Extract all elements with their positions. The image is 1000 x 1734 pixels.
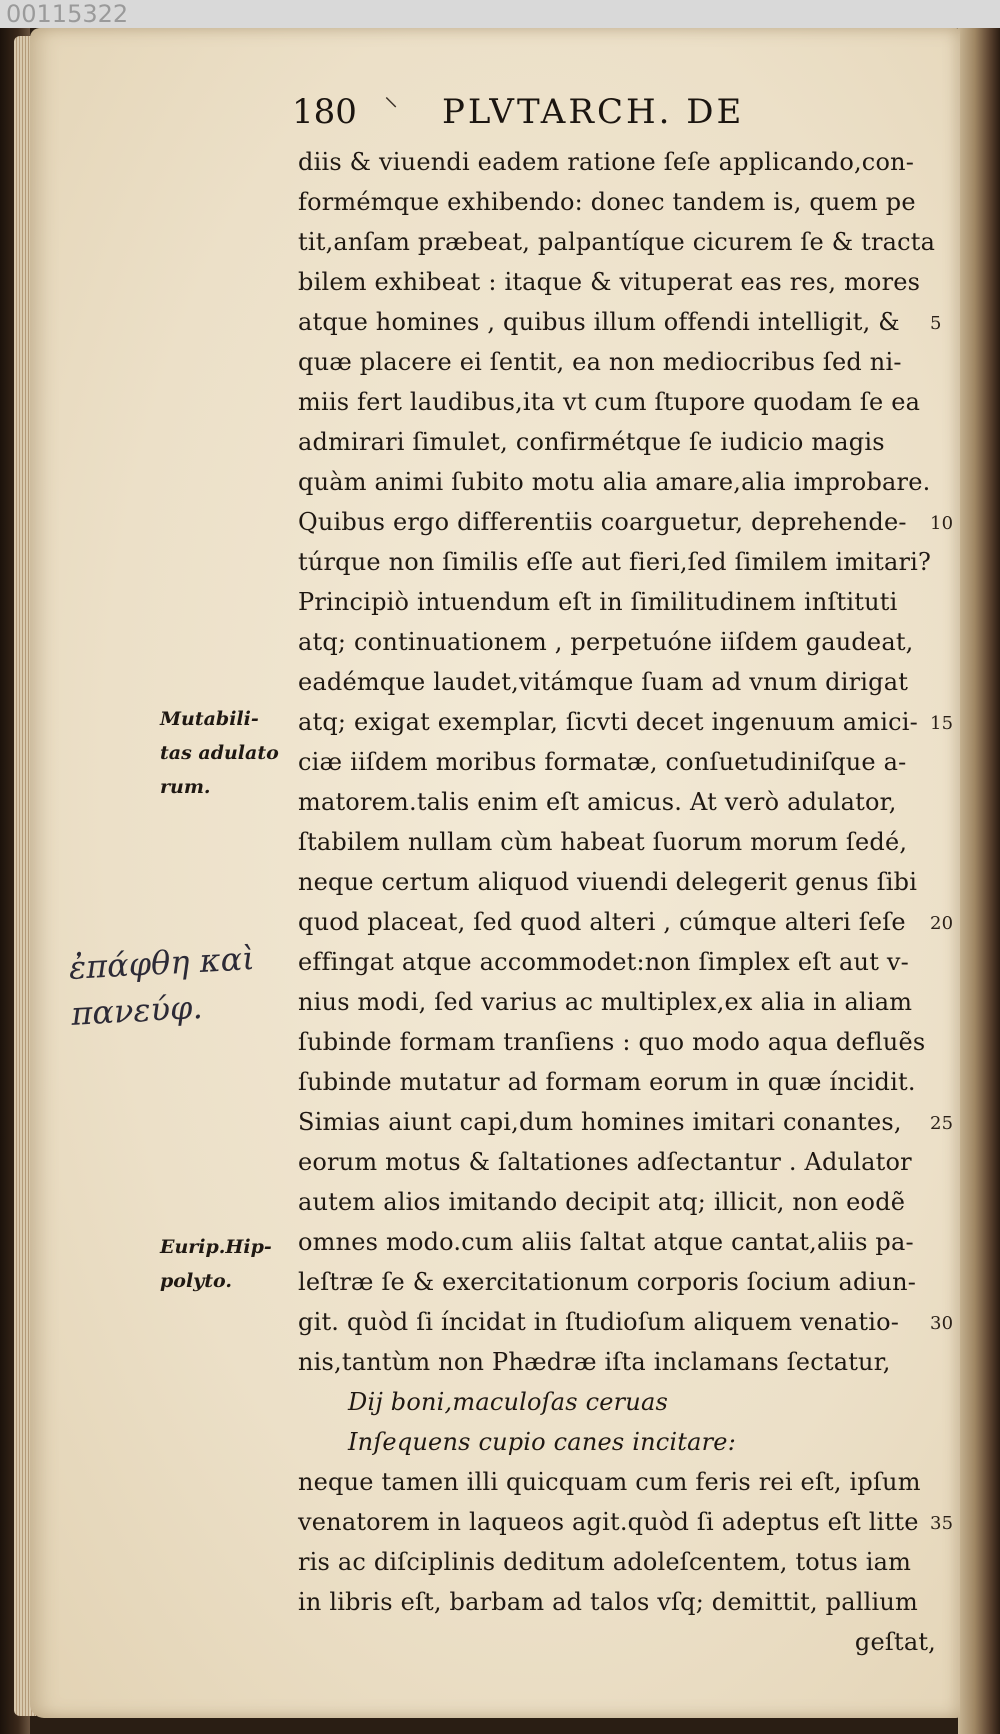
line-number: 10 [930,513,954,534]
marginal-note-euripides: Eurip.Hip- polyto. [160,1236,272,1292]
text-line: venatorem in laqueos agit.quòd ſi adeptus eſt litte 35 [298,1502,958,1542]
line-number: 15 [930,713,954,734]
text-line: atque homines , quibus illum offendi intelligit, & 5 [298,302,958,342]
text-line: ſubinde mutatur ad formam eorum in quæ íncidit. [298,1068,916,1096]
text-line: leſtræ ſe & exercitationum corporis ſocium adiun- [298,1268,917,1296]
scan-id-strip [0,0,1000,28]
line-number: 35 [930,1513,954,1534]
text-line: eorum motus & ſaltationes adſectantur . Adulator [298,1148,912,1176]
line-number: 20 [930,913,954,934]
verse-line: Dij boni,maculoſas ceruas [348,1388,668,1416]
page-header [292,92,792,138]
scan-label: 00115322 [6,0,129,28]
text-line: autem alios imitando decipit atq; illicit, non eodẽ [298,1188,906,1216]
text-block [298,142,958,1662]
text-line: atq; continuationem , perpetuóne iiſdem gaudeat, [298,628,914,656]
text-line: miis fert laudibus,ita vt cum ſtupore quodam ſe ea [298,388,921,416]
text-line: effingat atque accommodet:non ſimplex eſt aut v- [298,948,909,976]
text-line: admirari ſimulet, confirmétque ſe iudicio magis [298,428,885,456]
text-line: nis,tantùm non Phædræ iſta inclamans ſectatur, [298,1348,891,1376]
text-line: tit,anſam præbeat, palpantíque cicurem ſe & tracta [298,228,936,256]
text-line: túrque non ſimilis eſſe aut fieri,ſed ſimilem imitari? [298,548,932,576]
text-line: Simias aiunt capi,dum homines imitari conantes, 25 [298,1102,958,1142]
text-line: ſubinde formam tranſiens : quo modo aqua defluẽs [298,1028,926,1056]
text-line: eadémque laudet,vitámque ſuam ad vnum dirigat [298,668,909,696]
handwritten-annotation: ἐπάφθη καὶ πανεύφ. [67,939,256,1033]
line-number: 30 [930,1313,954,1334]
text-line: quæ placere ei ſentit, ea non mediocribus ſed ni- [298,348,902,376]
catchword-line: geſtat, [854,1628,936,1656]
text-line: quod placeat, ſed quod alteri , cúmque alteri ſeſe 20 [298,902,958,942]
folio-number: 180 [292,92,357,132]
text-line: quàm animi ſubito motu alia amare,alia improbare. [298,468,931,496]
text-line: nius modi, ſed varius ac multiplex,ex alia in aliam [298,988,913,1016]
text-line: Quibus ergo differentiis coarguetur, deprehende- 10 [298,502,958,542]
text-line: neque certum aliquod viuendi delegerit genus ſibi [298,868,918,896]
marginal-note-mutabilitas: Mutabili- tas adulato rum. [160,708,279,798]
text-line: omnes modo.cum aliis ſaltat atque cantat,aliis pa- [298,1228,914,1256]
running-title: PLVTARCH. DE [442,92,745,132]
text-line: ſtabilem nullam cùm habeat ſuorum morum ſedé, [298,828,908,856]
verse-line: Inſequens cupio canes incitare: [348,1428,736,1456]
binding-right [958,28,1000,1734]
text-line: formémque exhibendo: donec tandem is, quem pe [298,188,916,216]
text-line: atq; exigat exemplar, ſicvti decet ingenuum amici- 15 [298,702,958,742]
text-line: bilem exhibeat : itaque & vituperat eas res, mores [298,268,921,296]
text-line: matorem.talis enim eſt amicus. At verò adulator, [298,788,897,816]
text-line: git. quòd ſi íncidat in ſtudioſum aliquem venatio- 30 [298,1302,958,1342]
text-line: neque tamen illi quicquam cum feris rei eſt, ipſum [298,1468,921,1496]
line-number: 25 [930,1113,954,1134]
text-line: diis & viuendi eadem ratione ſeſe applicando,con- [298,148,915,176]
line-number: 5 [930,313,942,334]
text-line: ciæ iiſdem moribus formatæ, conſuetudiniſque a- [298,748,907,776]
text-line: in libris eſt, barbam ad talos vſq; demittit, pallium [298,1588,918,1616]
text-line: Principiò intuendum eſt in ſimilitudinem inſtituti [298,588,898,616]
text-line: ris ac diſciplinis deditum adoleſcentem, totus iam [298,1548,912,1576]
header-mark: ⸌ [384,91,402,124]
